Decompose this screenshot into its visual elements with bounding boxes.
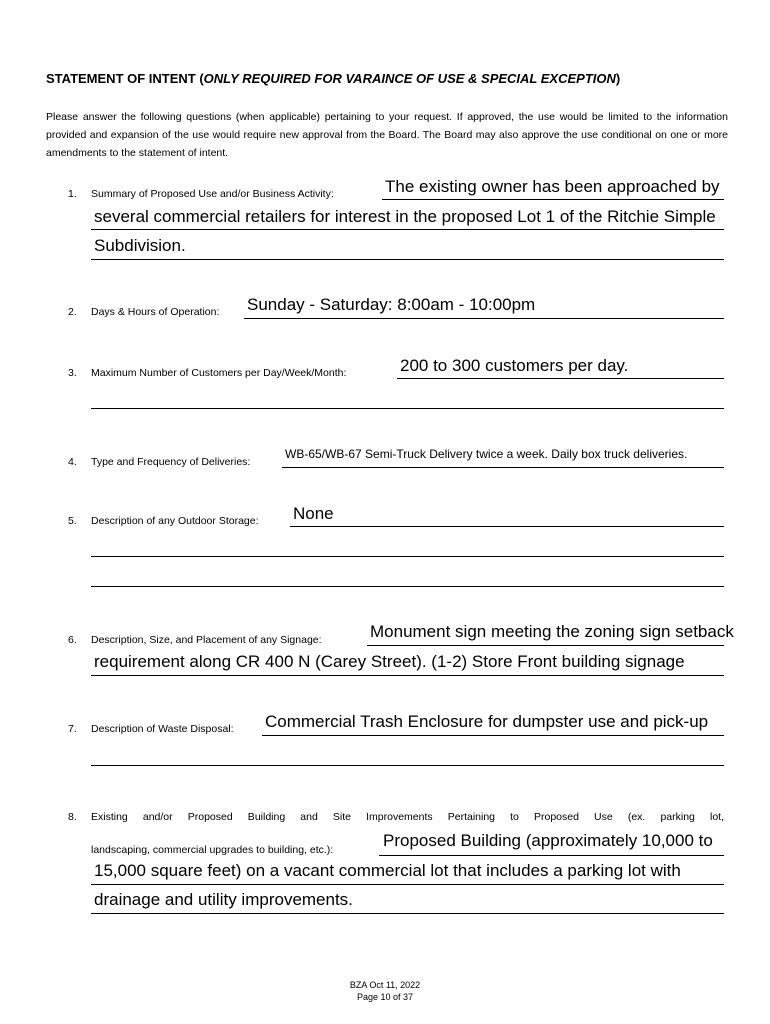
q4-answer-line-1[interactable]	[282, 467, 724, 468]
intro-paragraph: Please answer the following questions (when applicable) pertaining to your request. If approved, the use would be limited to the information provided and expansion of the use would require new approval from the Board. The Board may also approve the use conditional on one or more amendments to the statement of intent.	[46, 111, 728, 159]
q5-label: Description of any Outdoor Storage:	[91, 515, 259, 527]
q6-number: 6.	[68, 634, 77, 646]
q1-answer-3: Subdivision.	[94, 236, 186, 255]
footer	[0, 979, 770, 1003]
q7-answer-line-1[interactable]	[262, 735, 724, 736]
q8-number: 8.	[68, 811, 77, 823]
q8-answer-line-3[interactable]	[91, 913, 724, 914]
q5-answer-line-1[interactable]	[290, 526, 724, 527]
q1-label: Summary of Proposed Use and/or Business Activity:	[91, 188, 334, 200]
q6-answer-line-2[interactable]	[91, 675, 724, 676]
q3-answer-line-1[interactable]	[397, 378, 724, 379]
q3-label: Maximum Number of Customers per Day/Week/Month:	[91, 367, 347, 379]
q1-answer-2: several commercial retailers for interest in the proposed Lot 1 of the Ritchie Simple	[94, 207, 716, 226]
q6-answer-1: Monument sign meeting the zoning sign setback	[370, 622, 734, 641]
q8-answer-line-1[interactable]	[379, 855, 724, 856]
q4-answer-1: WB-65/WB-67 Semi-Truck Delivery twice a week. Daily box truck deliveries.	[285, 447, 688, 461]
q1-answer-line-1[interactable]	[382, 199, 724, 200]
q6-answer-line-1[interactable]	[367, 645, 724, 646]
footer-page-number: Page 10 of 37	[356, 992, 414, 1002]
page-title	[46, 71, 620, 86]
q8-answer-line-2[interactable]	[91, 884, 724, 885]
q3-number: 3.	[68, 367, 77, 379]
q1-answer-line-3[interactable]	[91, 259, 724, 260]
q7-label: Description of Waste Disposal:	[91, 723, 234, 735]
q1-answer-line-2[interactable]	[91, 229, 724, 230]
q2-answer-line-1[interactable]	[244, 318, 724, 319]
q8-answer-3: drainage and utility improvements.	[94, 890, 353, 909]
footer-date: BZA Oct 11, 2022	[349, 980, 421, 990]
q5-number: 5.	[68, 515, 77, 527]
q7-answer-line-2[interactable]	[91, 765, 724, 766]
q5-answer-line-2[interactable]	[91, 556, 724, 557]
q8-label: Existing and/or Proposed Building and Site Improvements Pertaining to Proposed Use (ex. parking lot,	[91, 811, 724, 823]
q1-number: 1.	[68, 188, 77, 200]
title-suffix: )	[615, 71, 621, 86]
q2-number: 2.	[68, 306, 77, 318]
q8-label-cont: landscaping, commercial upgrades to building, etc.):	[91, 844, 334, 856]
q8-answer-1: Proposed Building (approximately 10,000 to	[383, 831, 713, 850]
q4-number: 4.	[68, 456, 77, 468]
q7-number: 7.	[68, 723, 77, 735]
q5-answer-1: None	[293, 504, 334, 523]
q7-answer-1: Commercial Trash Enclosure for dumpster use and pick-up	[265, 712, 709, 731]
title-prefix: STATEMENT OF INTENT (	[46, 71, 204, 86]
q3-answer-1: 200 to 300 customers per day.	[400, 356, 629, 375]
q2-answer-1: Sunday - Saturday: 8:00am - 10:00pm	[247, 295, 536, 314]
q1-answer-1: The existing owner has been approached by	[385, 177, 720, 196]
q3-answer-line-2[interactable]	[91, 408, 724, 409]
q5-answer-line-3[interactable]	[91, 586, 724, 587]
q6-label: Description, Size, and Placement of any Signage:	[91, 634, 322, 646]
title-italic: ONLY REQUIRED FOR VARAINCE OF USE & SPECIAL EXCEPTION	[203, 71, 616, 86]
q4-label: Type and Frequency of Deliveries:	[91, 456, 251, 468]
q8-answer-2: 15,000 square feet) on a vacant commercial lot that includes a parking lot with	[94, 861, 681, 880]
q2-label: Days & Hours of Operation:	[91, 306, 220, 318]
q6-answer-2: requirement along CR 400 N (Carey Street). (1-2) Store Front building signage	[94, 652, 685, 671]
